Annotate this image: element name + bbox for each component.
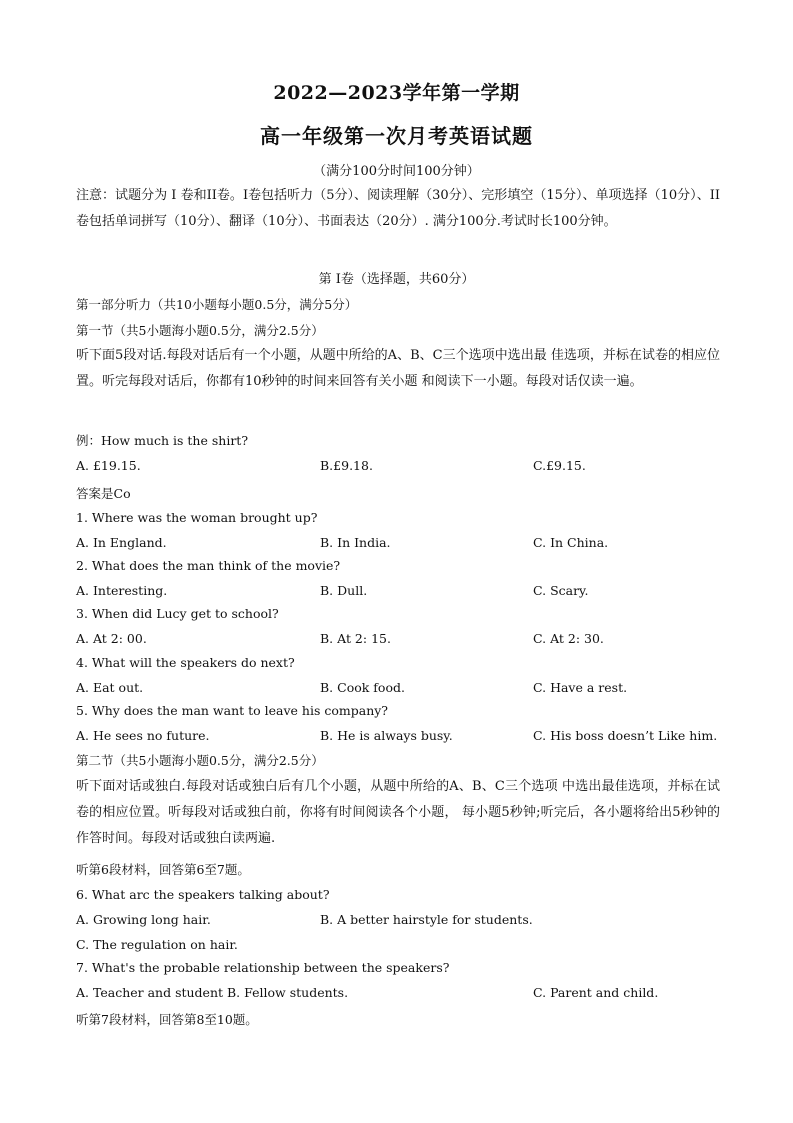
q5-option-c: C. His boss doesn’t Like him. — [533, 728, 718, 743]
exam-subtitle: （满分100分时间100分钟） — [313, 164, 480, 179]
exam-title: 高一年级第一次月考英语试题 — [260, 124, 533, 148]
q3-option-c: C. At 2: 30. — [533, 631, 604, 646]
q6-option-b: B. A better hairstyle for students. — [320, 912, 533, 927]
q4-option-a: A. Eat out. — [76, 680, 144, 695]
exam-notice: 注意：试题分为 I 卷和II卷。I卷包括听力（5分）、阅读理解（30分）、完形填空（15分）、单项选择（10分）、II卷包括单词拼写（10分）、翻译（10分）、书面表达（20分）. 满分100分.考试时长100分钟。 — [76, 188, 720, 229]
q3-option-a: A. At 2: 00. — [76, 631, 147, 646]
q4-option-b: B. Cook food. — [320, 680, 405, 695]
q1-option-c: C. In China. — [533, 535, 609, 550]
question-7: 7. What's the probable relationship between the speakers? — [76, 960, 450, 975]
q5-option-b: B. He is always busy. — [320, 728, 453, 743]
section2-instructions: 听下面对话或独白.每段对话或独白后有几个小题，从题中所给的A、B、C三个选项 中选出最佳选项，并标在试卷的相应位置。听每段对话或独白前，你将有时间阅读各个小题， 每小题5秒钟;听完后，各小题将给出5秒钟的作答时间。每段对话或独白读两遍. — [76, 779, 720, 846]
q5-option-a: A. He sees no future. — [76, 728, 210, 743]
question-4: 4. What will the speakers do next? — [76, 655, 295, 670]
example-answer: 答案是Co — [76, 486, 131, 501]
question-3: 3. When did Lucy get to school? — [76, 606, 279, 621]
material-6-instruction: 听第6段材料，回答第6至7题。 — [76, 862, 250, 877]
section1-heading: 第一节（共5小题海小题0.5分，满分2.5分） — [76, 323, 324, 338]
q2-option-c: C. Scary. — [533, 583, 589, 598]
volume1-heading: 第 I卷（选择题，共60分） — [318, 272, 475, 287]
q4-option-c: C. Have a rest. — [533, 680, 628, 695]
q3-option-b: B. At 2: 15. — [320, 631, 391, 646]
q7-options-a-b: A. Teacher and student B. Fellow students. — [76, 985, 349, 1000]
question-1: 1. Where was the woman brought up? — [76, 510, 318, 525]
example-option-c: C.£9.15. — [533, 458, 586, 473]
section1-instructions: 听下面5段对话.每段对话后有一个小题，从题中所给的A、B、C三个选项中选出最 佳选项，并标在试卷的相应位置。听完每段对话后，你都有10秒钟的时间来回答有关小题 和阅读下一小题。每段对话仅读一遍。 — [76, 348, 720, 389]
q1-option-b: B. In India. — [320, 535, 391, 550]
example-question: 例：How much is the shirt? — [76, 433, 249, 448]
part1-heading: 第一部分听力（共10小题每小题0.5分，满分5分） — [76, 297, 358, 312]
q6-option-a: A. Growing long hair. — [76, 912, 211, 927]
question-2: 2. What does the man think of the movie? — [76, 558, 341, 573]
example-option-b: B.£9.18. — [320, 458, 373, 473]
question-6: 6. What arc the speakers talking about? — [76, 887, 330, 902]
exam-year-title: 2022—2023学年第一学期 — [273, 82, 520, 104]
q2-option-b: B. Dull. — [320, 583, 368, 598]
question-5: 5. Why does the man want to leave his company? — [76, 703, 389, 718]
example-option-a: A. £19.15. — [76, 458, 141, 473]
q1-option-a: A. In England. — [76, 535, 167, 550]
material-7-instruction: 听第7段材料，回答第8至10题。 — [76, 1012, 258, 1027]
q2-option-a: A. Interesting. — [76, 583, 168, 598]
q6-option-c: C. The regulation on hair. — [76, 937, 238, 952]
section2-heading: 第二节（共5小题海小题0.5分，满分2.5分） — [76, 753, 324, 768]
q7-option-c: C. Parent and child. — [533, 985, 659, 1000]
